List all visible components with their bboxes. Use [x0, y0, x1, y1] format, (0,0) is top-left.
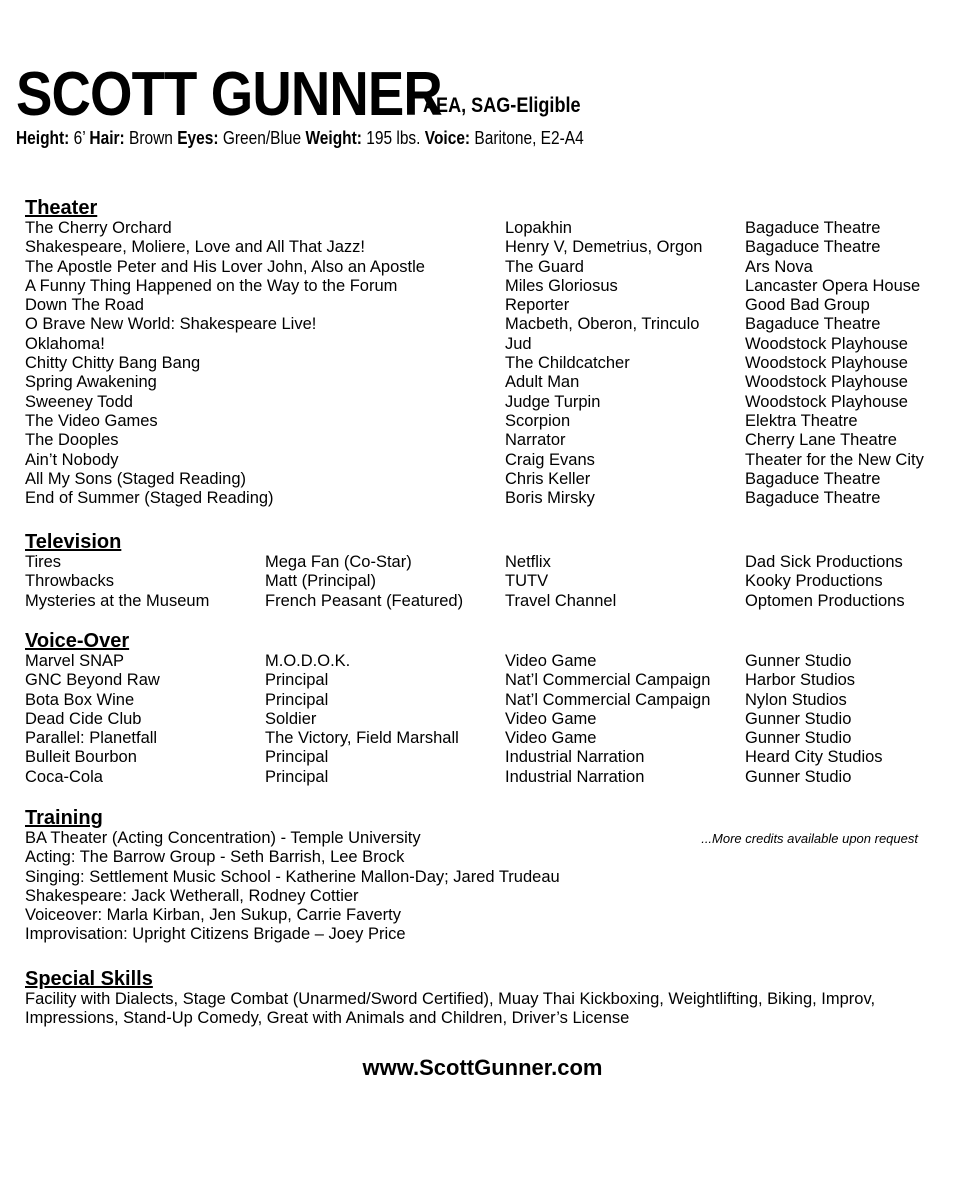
stat-label-weight: Weight:: [305, 128, 362, 148]
physical-stats: [16, 128, 584, 149]
training-line: Improvisation: Upright Citizens Brigade – Joey Price: [25, 925, 406, 944]
credit-role: Mega Fan (Co-Star): [265, 553, 412, 571]
credit-type: Video Game: [505, 652, 597, 670]
stat-label-eyes: Eyes:: [177, 128, 219, 148]
theater-section: [25, 197, 935, 508]
section-title-television: Television: [25, 531, 122, 553]
skills-line: Impressions, Stand-Up Comedy, Great with Animals and Children, Driver’s License: [25, 1009, 630, 1028]
stat-value-hair: Brown: [129, 128, 173, 148]
credit-venue: Bagaduce Theatre: [745, 238, 881, 257]
voiceover-row: [25, 691, 935, 710]
credit-show: The Apostle Peter and His Lover John, Also an Apostle: [25, 257, 425, 276]
credit-type: Industrial Narration: [505, 767, 645, 786]
credit-role: Narrator: [505, 431, 566, 450]
credit-show: Sweeney Todd: [25, 392, 133, 411]
skills-line: Facility with Dialects, Stage Combat (Unarmed/Sword Certified), Muay Thai Kickboxing, Weightlifting, Biking, Improv,: [25, 990, 876, 1008]
stat-value-eyes: Green/Blue: [222, 128, 302, 148]
theater-row: [25, 354, 935, 373]
section-title-skills: Special Skills: [25, 968, 153, 990]
credit-company: Kooky Productions: [745, 572, 883, 591]
credit-show: All My Sons (Staged Reading): [25, 469, 247, 488]
credit-show: Tires: [25, 553, 62, 571]
credit-studio: Nylon Studios: [745, 690, 847, 709]
credit-venue: Theater for the New City: [745, 450, 924, 469]
credit-network: Travel Channel: [505, 591, 617, 610]
actor-name: SCOTT GUNNER: [16, 60, 442, 129]
stat-value-weight: 195 lbs.: [366, 128, 421, 148]
credit-role: Chris Keller: [505, 469, 591, 488]
credit-role: Principal: [265, 690, 329, 709]
credit-role: Boris Mirsky: [505, 489, 595, 508]
theater-row: [25, 219, 935, 238]
credit-company: Optomen Productions: [745, 591, 905, 610]
credit-role: Soldier: [265, 709, 317, 728]
training-section: [25, 807, 935, 945]
credit-venue: Woodstock Playhouse: [745, 392, 908, 411]
credit-venue: Cherry Lane Theatre: [745, 431, 897, 450]
credit-show: Oklahoma!: [25, 334, 105, 353]
theater-row: [25, 277, 935, 296]
theater-row: [25, 258, 935, 277]
section-title-theater: Theater: [25, 197, 98, 219]
credit-role: Principal: [265, 748, 329, 767]
television-row: [25, 572, 935, 591]
voiceover-row: [25, 671, 935, 690]
credit-type: Industrial Narration: [505, 748, 645, 767]
credit-role: Jud: [505, 334, 532, 353]
stat-label-hair: Hair:: [89, 128, 125, 148]
credit-venue: Bagaduce Theatre: [745, 469, 881, 488]
television-section: [25, 531, 935, 611]
credit-show: Throwbacks: [25, 572, 114, 591]
credit-venue: Elektra Theatre: [745, 411, 858, 430]
credit-role: Miles Gloriosus: [505, 276, 618, 295]
credit-role: Principal: [265, 671, 329, 690]
credit-network: TUTV: [505, 572, 549, 591]
voiceover-row: [25, 729, 935, 748]
credit-role: The Victory, Field Marshall: [265, 729, 459, 748]
theater-row: [25, 489, 935, 508]
section-title-voiceover: Voice-Over: [25, 630, 130, 652]
credit-network: Netflix: [505, 553, 551, 571]
credit-project: Bulleit Bourbon: [25, 748, 137, 767]
credit-project: Coca-Cola: [25, 767, 103, 786]
credit-type: Video Game: [505, 729, 597, 748]
section-title-training: Training: [25, 807, 103, 829]
credit-role: The Childcatcher: [505, 354, 630, 373]
credit-venue: Woodstock Playhouse: [745, 373, 908, 392]
theater-row: [25, 315, 935, 334]
credit-project: Dead Cide Club: [25, 709, 142, 728]
theater-row: [25, 451, 935, 470]
credit-venue: Bagaduce Theatre: [745, 315, 881, 334]
television-row: [25, 553, 935, 572]
training-line: Acting: The Barrow Group - Seth Barrish, Lee Brock: [25, 848, 405, 867]
credit-show: The Video Games: [25, 411, 158, 430]
voiceover-row: [25, 710, 935, 729]
credit-studio: Heard City Studios: [745, 748, 883, 767]
training-line: Shakespeare: Jack Wetherall, Rodney Cottier: [25, 886, 359, 905]
credit-show: Down The Road: [25, 296, 144, 315]
credit-studio: Gunner Studio: [745, 709, 852, 728]
credit-role: French Peasant (Featured): [265, 591, 464, 610]
credit-venue: Ars Nova: [745, 257, 813, 276]
credit-project: GNC Beyond Raw: [25, 671, 160, 690]
voiceover-row: [25, 768, 935, 787]
credit-role: Scorpion: [505, 411, 571, 430]
television-row: [25, 592, 935, 611]
theater-row: [25, 373, 935, 392]
theater-row: [25, 393, 935, 412]
credit-venue: Good Bad Group: [745, 296, 870, 315]
credit-studio: Harbor Studios: [745, 671, 856, 690]
credit-studio: Gunner Studio: [745, 729, 852, 748]
stat-label-voice: Voice:: [424, 128, 471, 148]
credit-show: A Funny Thing Happened on the Way to the Forum: [25, 276, 398, 295]
stat-value-height: 6’: [73, 128, 86, 148]
credit-role: Lopakhin: [505, 219, 572, 237]
stat-value-voice: Baritone, E2-A4: [474, 128, 584, 148]
credit-show: Ain’t Nobody: [25, 450, 119, 469]
credit-type: Nat’l Commercial Campaign: [505, 671, 711, 690]
credit-venue: Woodstock Playhouse: [745, 334, 908, 353]
credit-studio: Gunner Studio: [745, 767, 852, 786]
credit-show: Mysteries at the Museum: [25, 591, 210, 610]
credit-role: Judge Turpin: [505, 392, 601, 411]
theater-row: [25, 412, 935, 431]
credit-role: The Guard: [505, 257, 584, 276]
credit-venue: Bagaduce Theatre: [745, 489, 881, 508]
training-line: Voiceover: Marla Kirban, Jen Sukup, Carrie Faverty: [25, 906, 401, 925]
credit-venue: Woodstock Playhouse: [745, 354, 908, 373]
credit-role: Macbeth, Oberon, Trinculo: [505, 315, 700, 334]
credit-show: The Dooples: [25, 431, 119, 450]
skills-section: [25, 968, 935, 1029]
credit-type: Video Game: [505, 709, 597, 728]
credit-venue: Bagaduce Theatre: [745, 219, 881, 237]
credit-project: Marvel SNAP: [25, 652, 125, 670]
credit-role: Craig Evans: [505, 450, 595, 469]
voiceover-row: [25, 748, 935, 767]
credit-type: Nat’l Commercial Campaign: [505, 690, 711, 709]
theater-row: [25, 335, 935, 354]
credit-show: The Cherry Orchard: [25, 219, 172, 237]
credit-role: Henry V, Demetrius, Orgon: [505, 238, 703, 257]
credit-show: Chitty Chitty Bang Bang: [25, 354, 201, 373]
voiceover-row: [25, 652, 935, 671]
union-status: AEA, SAG-Eligible: [423, 94, 581, 117]
credit-role: M.O.D.O.K.: [265, 652, 351, 670]
credit-role: Adult Man: [505, 373, 580, 392]
more-credits-note: ...More credits available upon request: [701, 831, 918, 846]
credit-show: O Brave New World: Shakespeare Live!: [25, 315, 317, 334]
credit-project: Parallel: Planetfall: [25, 729, 158, 748]
credit-project: Bota Box Wine: [25, 690, 135, 709]
website-link[interactable]: www.ScottGunner.com: [362, 1055, 603, 1080]
credit-show: End of Summer (Staged Reading): [25, 489, 274, 508]
credit-show: Spring Awakening: [25, 373, 157, 392]
theater-row: [25, 238, 935, 257]
credit-role: Principal: [265, 767, 329, 786]
credit-role: Matt (Principal): [265, 572, 376, 591]
credit-role: Reporter: [505, 296, 570, 315]
stat-label-height: Height:: [16, 128, 70, 148]
theater-row: [25, 470, 935, 489]
credit-show: Shakespeare, Moliere, Love and All That Jazz!: [25, 238, 365, 257]
resume-header: [16, 60, 946, 148]
credit-company: Dad Sick Productions: [745, 553, 903, 571]
theater-row: [25, 296, 935, 315]
training-line: Singing: Settlement Music School - Katherine Mallon-Day; Jared Trudeau: [25, 867, 560, 886]
training-line: BA Theater (Acting Concentration) - Temple University: [25, 829, 421, 847]
credit-studio: Gunner Studio: [745, 652, 852, 670]
theater-row: [25, 431, 935, 450]
credit-venue: Lancaster Opera House: [745, 276, 921, 295]
